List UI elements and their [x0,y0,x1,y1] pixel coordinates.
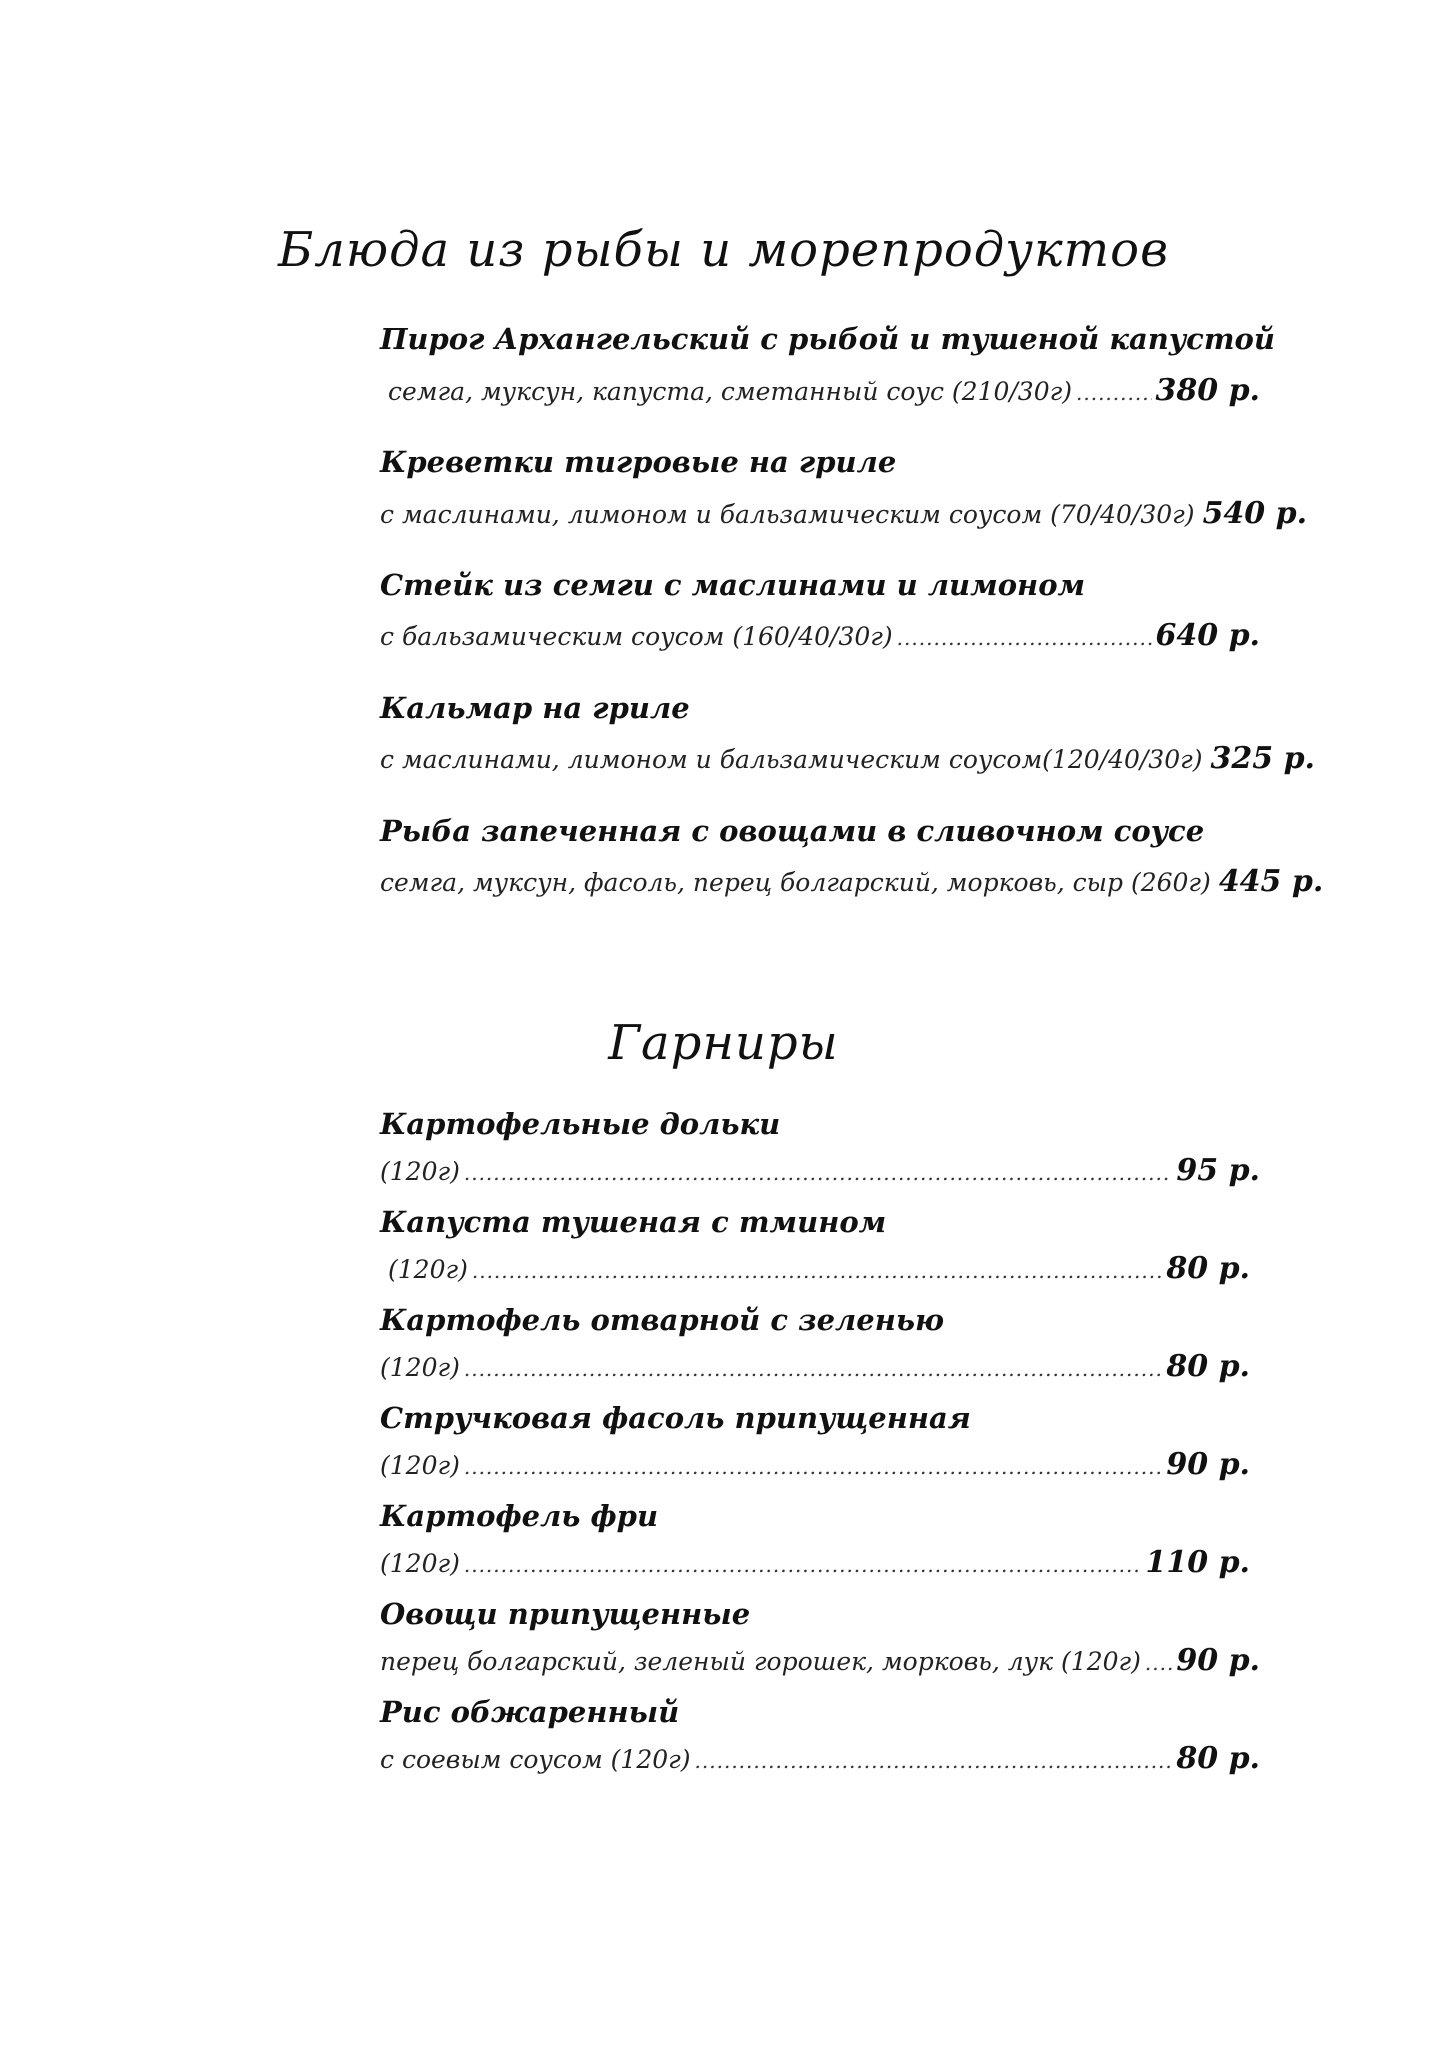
menu-item-name: Кальмар на гриле [380,691,690,725]
menu-item-name: Пирог Архангельский с рыбой и тушеной капустой [380,322,1275,356]
menu-item-desc: (120г) [380,1157,460,1186]
menu-item-price: 80 р. [1166,1349,1250,1384]
menu-item-name: Овощи припущенные [380,1597,751,1631]
menu-item-line [380,1545,1250,1580]
menu-item-price: 95 р. [1176,1153,1260,1188]
menu-item-name: Стручковая фасоль припущенная [380,1401,971,1435]
menu-item-desc: семга, муксун, капуста, сметанный соус (210/30г) [388,377,1072,406]
menu-item-name: Рыба запеченная с овощами в сливочном соусе [380,814,1205,848]
menu-item-name: Картофель отварной с зеленью [380,1303,945,1337]
menu-item-name: Стейк из семги с маслинами и лимоном [380,568,1086,602]
menu-item-name: Рис обжаренный [380,1695,680,1729]
menu-item-line [380,864,1324,899]
menu-item-line [380,1349,1250,1384]
menu-item-line [380,1643,1260,1678]
menu-item-desc: (120г) [388,1255,468,1284]
menu-item-price: 80 р. [1166,1251,1250,1286]
menu-item-price: 540 р. [1202,496,1308,531]
menu-item-name: Картофель фри [380,1499,659,1533]
section-title-sides: Гарниры [608,1015,839,1071]
menu-item-line [380,1153,1260,1188]
leader-dots [695,1749,1173,1773]
menu-item-price: 90 р. [1166,1447,1250,1482]
menu-item-desc: семга, муксун, фасоль, перец болгарский, морковь, сыр (260г) [380,868,1211,897]
menu-item-line [380,618,1260,653]
menu-item-line [380,373,1260,408]
menu-item-desc: с маслинами, лимоном и бальзамическим соусом (70/40/30г) [380,500,1195,529]
menu-item-line [380,496,1308,531]
menu-item-name: Картофельные дольки [380,1107,781,1141]
menu-item-price: 80 р. [1176,1741,1260,1776]
leader-dots [464,1161,1173,1185]
menu-item-line [380,741,1316,776]
leader-dots [897,626,1152,650]
leader-dots [464,1553,1142,1577]
menu-item-price: 380 р. [1155,373,1260,408]
leader-dots [464,1455,1163,1479]
menu-item-name: Креветки тигровые на гриле [380,445,897,479]
menu-item-name: Капуста тушеная с тмином [380,1205,887,1239]
leader-dots [472,1259,1163,1283]
menu-item-desc: перец болгарский, зеленый горошек, морковь, лук (120г) [380,1647,1141,1676]
leader-dots [1145,1651,1172,1675]
menu-item-desc: с маслинами, лимоном и бальзамическим соусом(120/40/30г) [380,745,1203,774]
menu-item-price: 640 р. [1155,618,1260,653]
menu-item-desc: с бальзамическим соусом (160/40/30г) [380,622,893,651]
menu-item-desc: (120г) [380,1451,460,1480]
menu-item-line [380,1741,1260,1776]
section-title-fish: Блюда из рыбы и морепродуктов [277,222,1170,278]
menu-item-price: 325 р. [1210,741,1316,776]
leader-dots [1076,381,1152,405]
leader-dots [464,1357,1163,1381]
menu-item-desc: с соевым соусом (120г) [380,1745,691,1774]
menu-item-price: 110 р. [1145,1545,1250,1580]
menu-item-desc: (120г) [380,1549,460,1578]
menu-item-desc: (120г) [380,1353,460,1382]
menu-item-line [380,1251,1250,1286]
menu-item-price: 90 р. [1176,1643,1260,1678]
menu-item-price: 445 р. [1218,864,1324,899]
menu-item-line [380,1447,1250,1482]
